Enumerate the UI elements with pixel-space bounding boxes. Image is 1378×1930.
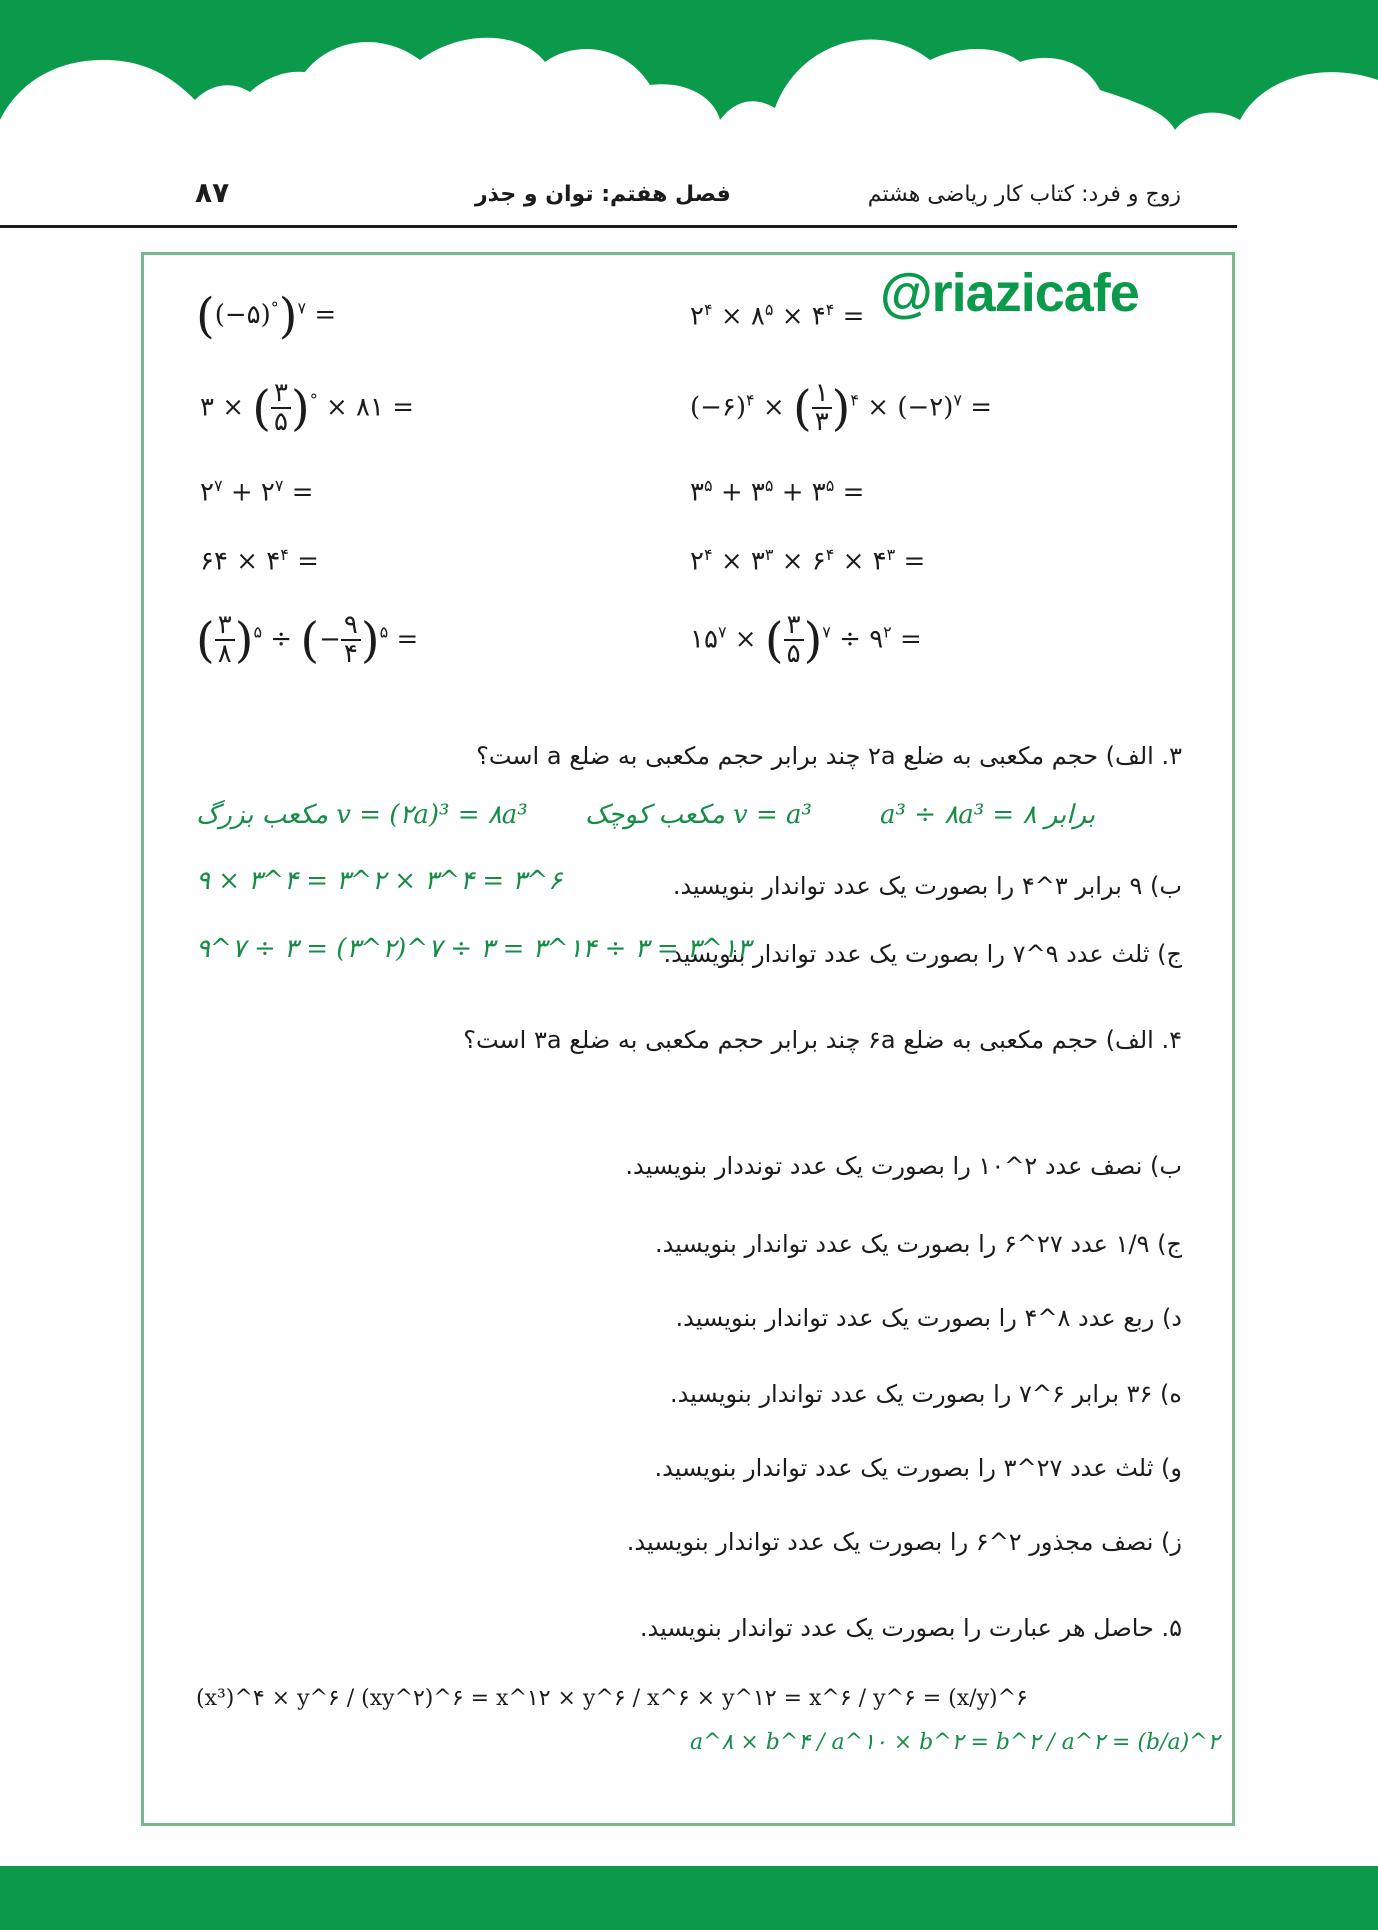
q4-a: ۴. الف) حجم مکعبی به ضلع ۶a چند برابر حجم مکعبی به ضلع ۳a است؟ [463,1026,1182,1054]
q3-a-answer-big: v = (۲a)³ = ۸a³ مکعب بزرگ [196,800,528,830]
page-header [0,170,1378,230]
exercise-right-2: (−۶)$^۴$ × ( $\frac{۱}{۳}$ )$^۴$ × (−۲)$^۷$ = [690,378,993,438]
chapter-title: فصل هفتم: توان و جذر [475,182,731,207]
exercise-right-1: $۲^۴$ × $۸^۵$ × $۴^۴$ = [690,300,865,332]
exercise-right-4: $۲^۴$ × $۳^۳$ × $۶^۴$ × $۴^۳$ = [690,545,926,577]
q5-title: ۵. حاصل هر عبارت را بصورت یک عدد تواندار بنویسید. [639,1614,1182,1642]
q3-a-answer-ratio: برابر ۸ = a³ ÷ ۸a³ [880,800,1096,830]
q3-c-answer: ۹^۷ ÷ ۳ = (۳^۲)^۷ ÷ ۳ = ۳^۱۴ ÷ ۳ = ۳^۱۳ [196,934,751,964]
footer-band [0,1866,1378,1930]
q3-b: ب) ۹ برابر ۳^۴ را بصورت یک عدد تواندار بنویسید. [672,872,1182,900]
q3-c: ج) ثلث عدد ۹^۷ را بصورت یک عدد تواندار بنویسید. [663,940,1182,968]
q5-expr-right: a^۸ × b^۴ / a^۱۰ × b^۲ = b^۲ / a^۲ = (b/a)^۲ [690,1730,1220,1755]
exercise-left-4: ۶۴ × $۴^۴$ = [200,545,319,577]
page-number: ۸۷ [195,176,230,209]
exercise-right-5: $۱۵^۷$ × ( $\frac{۳}{۵}$ )$^۷ \div ۹^۲$ = [690,610,922,670]
q3-b-answer: ۹ × ۳^۴ = ۳^۲ × ۳^۴ = ۳^۶ [196,866,563,896]
header-divider [0,225,1237,228]
watermark: @riazicafe [880,263,1139,323]
header-cloud-band [0,0,1378,170]
q5-expr-left: (x³)^۴ × y^۶ / (xy^۲)^۶ = x^۱۲ × y^۶ / x^۶ × y^۱۲ = x^۶ / y^۶ = (x/y)^۶ [196,1686,1028,1711]
exercise-left-1: ((−۵)°)$^۷$ = [196,288,337,344]
q3-a: ۳. الف) حجم مکعبی به ضلع ۲a چند برابر حجم مکعبی به ضلع a است؟ [476,742,1182,770]
q4-f: و) ثلث عدد ۲۷^۳ را بصورت یک عدد تواندار بنویسید. [654,1454,1182,1482]
q3-a-answer-small: v = a³ مکعب کوچک [585,800,812,830]
q4-c: ج) ۱/۹ عدد ۲۷^۶ را بصورت یک عدد تواندار بنویسید. [654,1230,1182,1258]
exercise-left-2: ۳ × ( $\frac{۳}{۵}$ )° × ۸۱ = [200,378,415,438]
exercise-right-3: $۳^۵$ + $۳^۵$ + $۳^۵$ = [690,476,865,508]
exercise-left-3: $۲^۷$ + $۲^۷$ = [200,476,314,508]
exercise-left-5: ( $\frac{۳}{۸}$ )$^۵$ ÷ (− $\frac{۹}{۴}$ )$^۵$ = [196,610,419,670]
q4-d: د) ربع عدد ۸^۴ را بصورت یک عدد تواندار بنویسید. [675,1304,1182,1332]
book-title: زوج و فرد: کتاب کار ریاضی هشتم [867,182,1181,207]
q4-b: ب) نصف عدد ۲^۱۰ را بصورت یک عدد تونددار بنویسید. [625,1152,1182,1180]
q4-e: ه) ۳۶ برابر ۶^۷ را بصورت یک عدد تواندار بنویسید. [669,1380,1182,1408]
q4-g: ز) نصف مجذور ۲^۶ را بصورت یک عدد تواندار بنویسید. [626,1528,1182,1556]
